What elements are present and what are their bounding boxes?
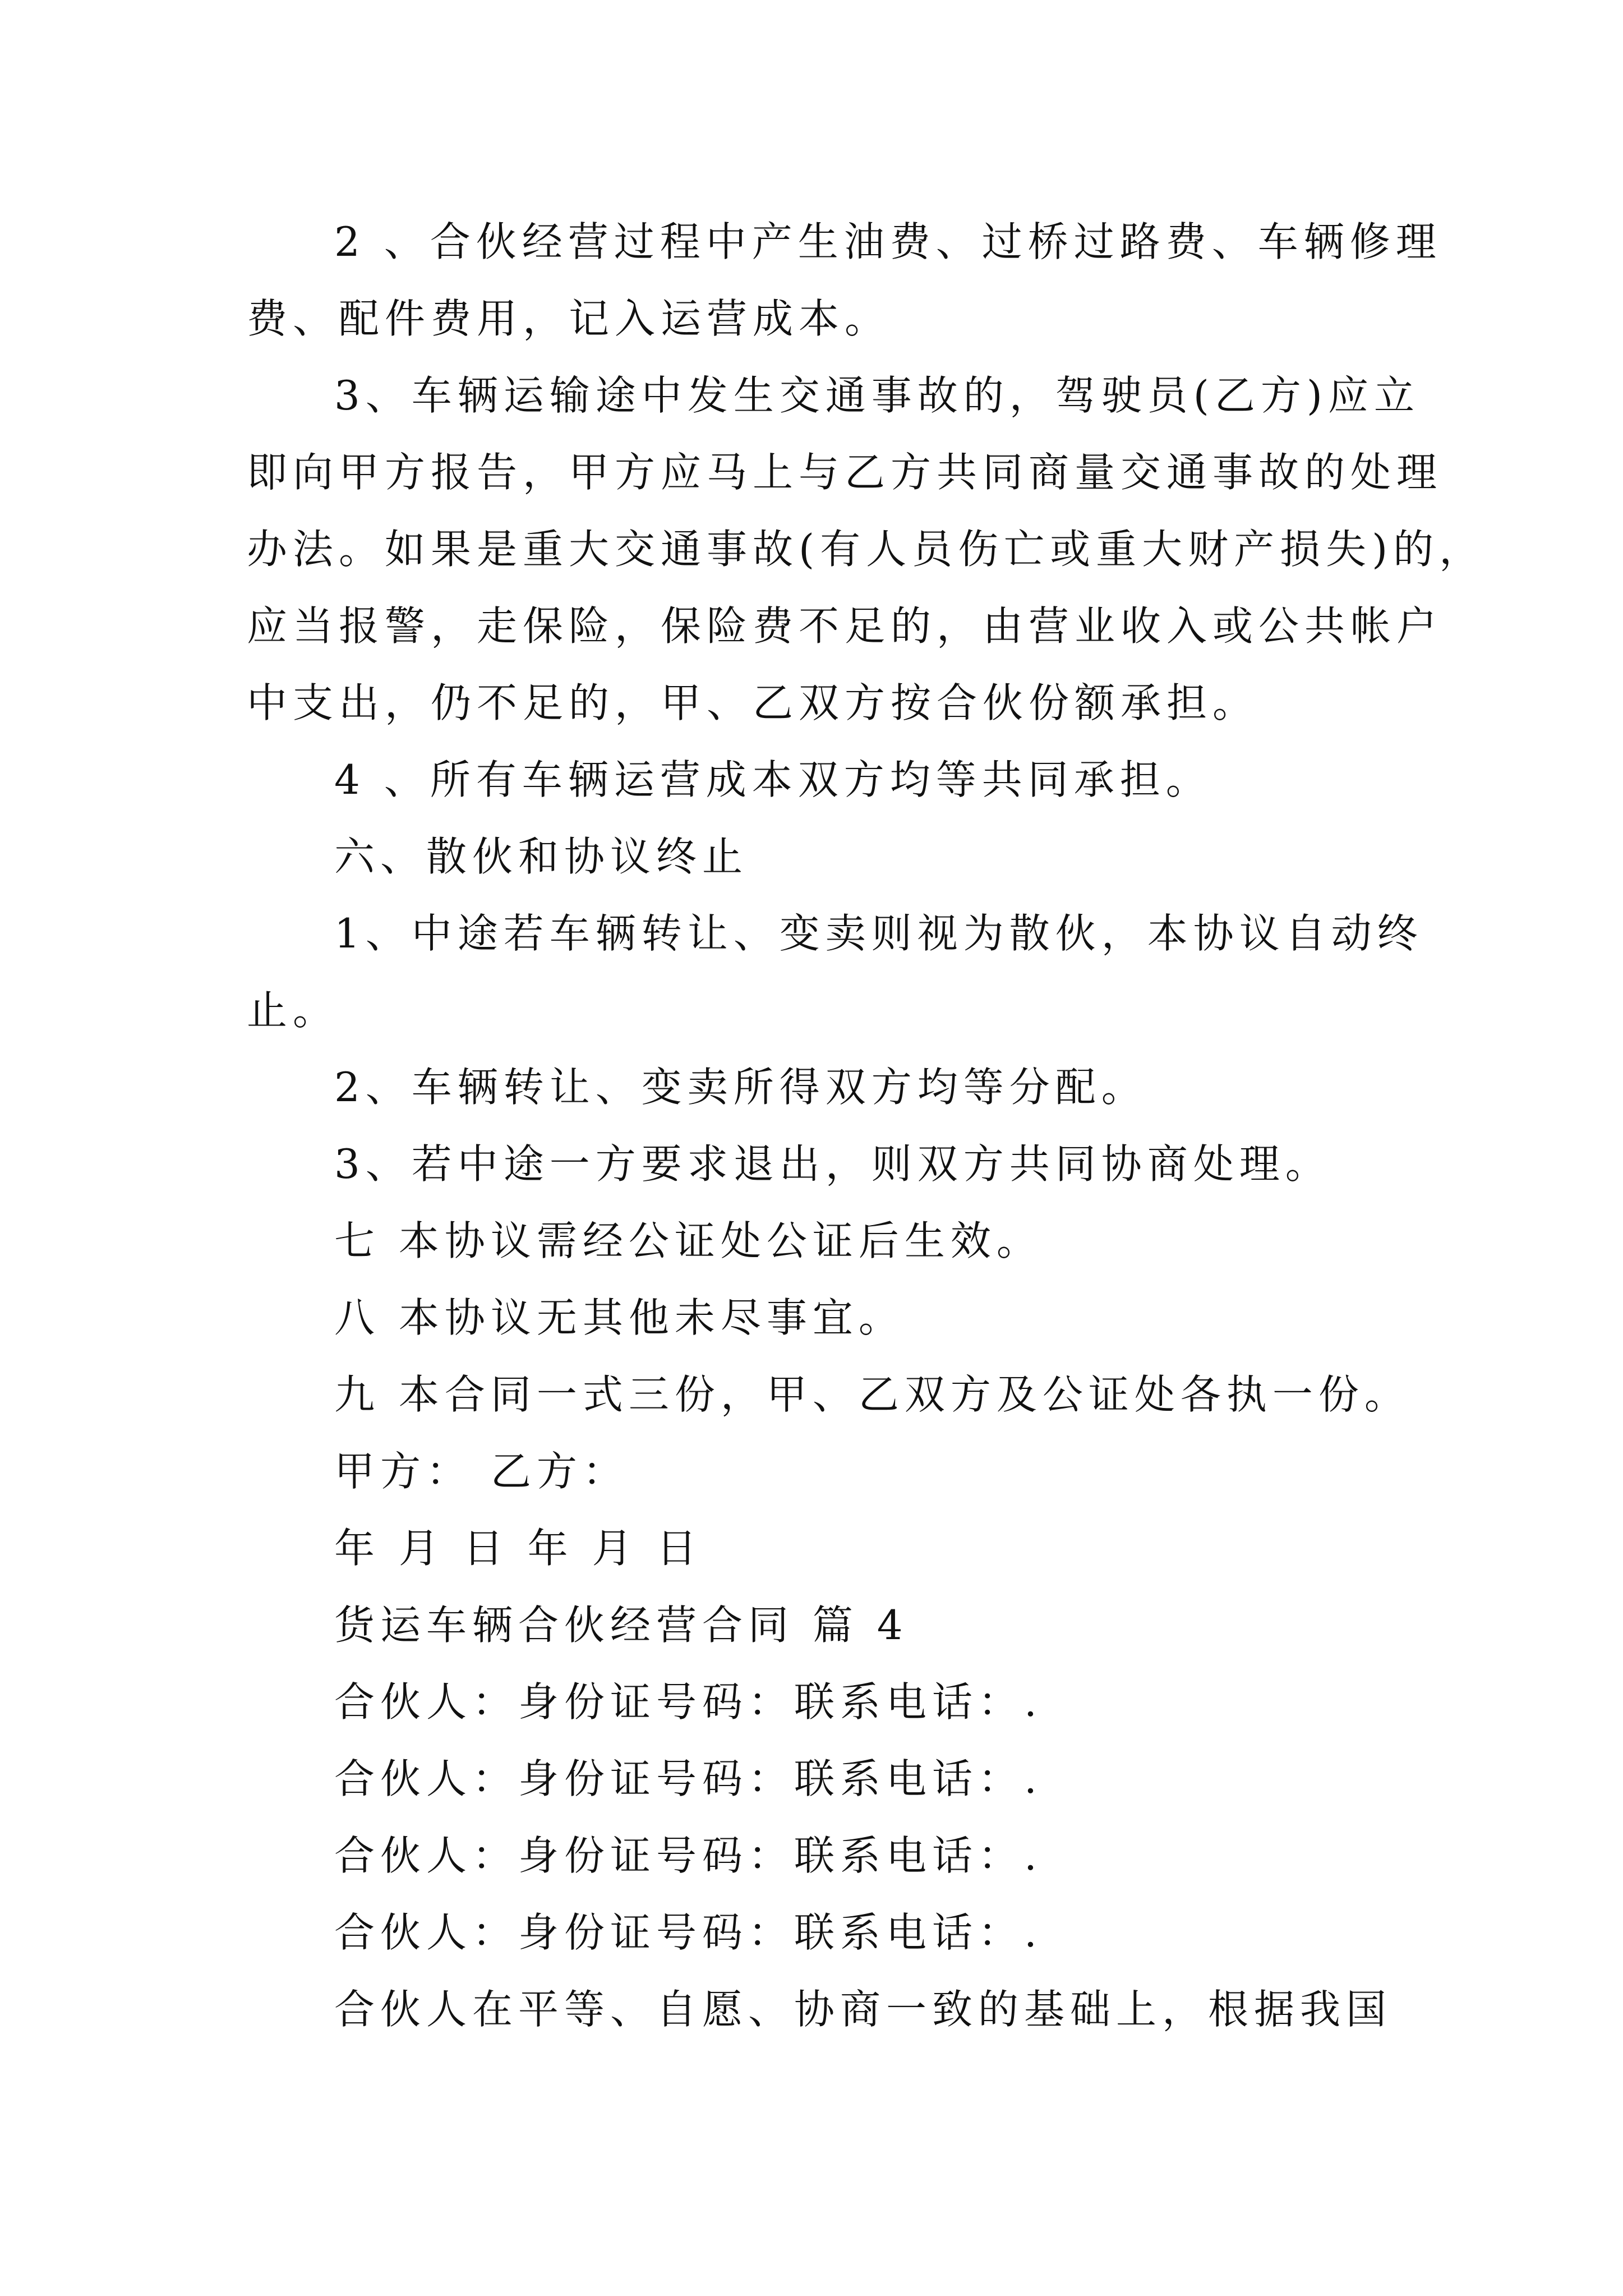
text-line: 八 本协议无其他未尽事宜。 bbox=[334, 1294, 905, 1341]
section-heading: 货运车辆合伙经营合同 篇 4 bbox=[334, 1602, 909, 1649]
text-line: 1、中途若车辆转让、变卖则视为散伙，本协议自动终 bbox=[334, 910, 1423, 957]
text-line: 办法。如果是重大交通事故(有人员伤亡或重大财产损失)的， bbox=[247, 526, 1486, 573]
text-line: 七 本协议需经公证处公证后生效。 bbox=[334, 1217, 1043, 1264]
text-line: 4 、所有车辆运营成本双方均等共同承担。 bbox=[334, 756, 1212, 803]
text-line: 费、配件费用，记入运营成本。 bbox=[247, 295, 891, 342]
text-line: 2 、合伙经营过程中产生油费、过桥过路费、车辆修理 bbox=[334, 218, 1442, 265]
text-line: 3、车辆运输途中发生交通事故的，驾驶员(乙方)应立 bbox=[334, 372, 1420, 419]
partner-line: 合伙人：身份证号码：联系电话：. bbox=[334, 1678, 1043, 1726]
partner-line: 合伙人：身份证号码：联系电话：. bbox=[334, 1755, 1043, 1802]
text-line: 即向甲方报告，甲方应马上与乙方共同商量交通事故的处理 bbox=[247, 449, 1443, 496]
text-line: 2、车辆转让、变卖所得双方均等分配。 bbox=[334, 1064, 1147, 1111]
text-line: 九 本合同一式三份，甲、乙双方及公证处各执一份。 bbox=[334, 1371, 1410, 1418]
partner-line: 合伙人：身份证号码：联系电话：. bbox=[334, 1832, 1043, 1879]
date-line: 年 月 日 年 月 日 bbox=[334, 1525, 703, 1572]
text-line: 应当报警，走保险，保险费不足的，由营业收入或公共帐户 bbox=[247, 602, 1443, 650]
text-line: 合伙人在平等、自愿、协商一致的基础上，根据我国 bbox=[334, 1986, 1393, 2033]
section-heading: 六、散伙和协议终止 bbox=[334, 833, 749, 880]
signature-line: 甲方： 乙方： bbox=[334, 1448, 629, 1495]
text-line: 3、若中途一方要求退出，则双方共同协商处理。 bbox=[334, 1140, 1331, 1188]
partner-line: 合伙人：身份证号码：联系电话：. bbox=[334, 1909, 1043, 1956]
text-line: 止。 bbox=[247, 987, 339, 1034]
text-line: 中支出，仍不足的，甲、乙双方按合伙份额承担。 bbox=[247, 679, 1259, 726]
